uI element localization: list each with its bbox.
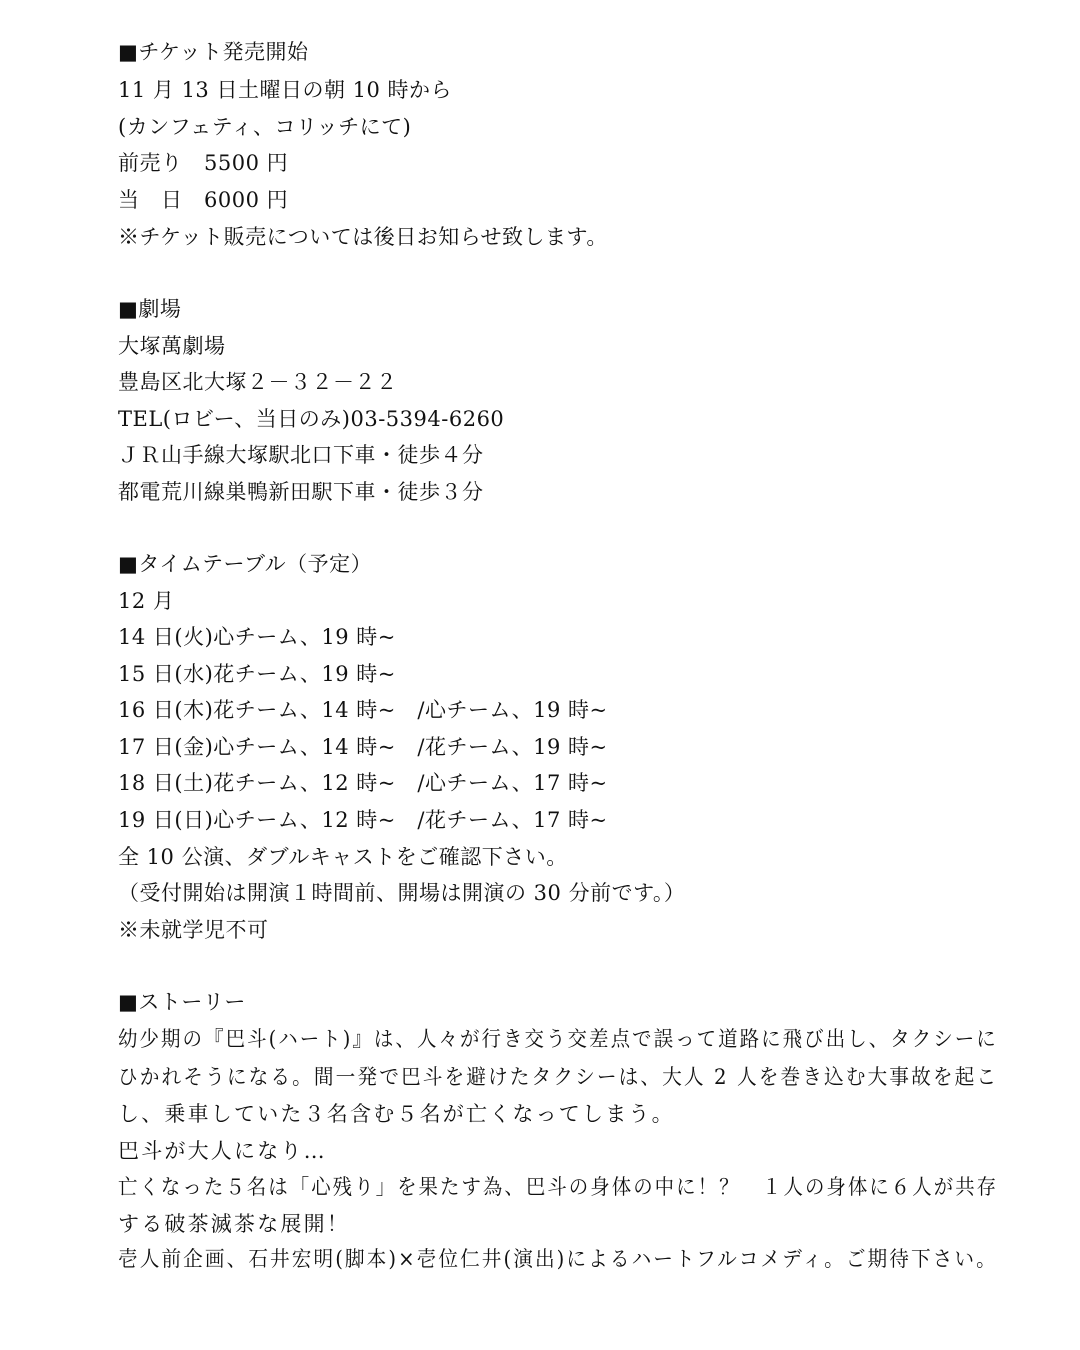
story-line: ひかれそうになる。間一発で巴斗を避けたタクシーは、大人 2 人を巻き込む大事故を起こ [118,1065,999,1089]
story-line: し、乗車していた３名含む５名が亡くなってしまう。 [118,1102,675,1126]
ticket-where: (カンフェティ、コリッチにて) [118,115,412,139]
timetable-row: 18 日(土)花チーム、12 時~ /心チーム、17 時~ [118,771,608,795]
timetable-row: 16 日(木)花チーム、14 時~ /心チーム、19 時~ [118,698,608,722]
story-line: 幼少期の『巴斗(ハート)』は、人々が行き交う交差点で誤って道路に飛び出し、タクシーに [118,1027,998,1051]
theater-name: 大塚萬劇場 [118,334,226,358]
ticket-start: 11 月 13 日土曜日の朝 10 時から [118,78,453,102]
timetable-heading: ■タイムテーブル（予定） [118,552,373,576]
theater-heading: ■劇場 [118,297,182,321]
ticket-advance-price: 前売り 5500 円 [118,151,289,175]
timetable-month: 12 月 [118,589,175,613]
theater-access-toden: 都電荒川線巣鴨新田駅下車・徒歩３分 [118,480,484,504]
timetable-note: ※未就学児不可 [118,918,269,942]
ticket-door-price: 当 日 6000 円 [118,188,289,212]
ticket-note: ※チケット販売については後日お知らせ致します。 [118,225,608,249]
timetable-reception: （受付開始は開演１時間前、開場は開演の 30 分前です。） [118,881,686,905]
timetable-total: 全 10 公演、ダブルキャストをご確認下さい。 [118,845,568,869]
story-heading: ■ストーリー [118,990,246,1014]
story-line: 巴斗が大人になり… [118,1139,327,1163]
theater-access-jr: ＪＲ山手線大塚駅北口下車・徒歩４分 [118,443,484,467]
timetable-row: 17 日(金)心チーム、14 時~ /花チーム、19 時~ [118,735,608,759]
story-line: する破茶滅茶な展開！ [118,1212,350,1236]
ticket-heading: ■チケット発売開始 [118,40,309,64]
timetable-row: 14 日(火)心チーム、19 時~ [118,625,396,649]
theater-address: 豊島区北大塚２－３２－２２ [118,370,398,394]
story-line: 壱人前企画、石井宏明(脚本)×壱位仁井(演出)によるハートフルコメディ。ご期待下さい。 [118,1247,998,1271]
timetable-row: 15 日(水)花チーム、19 時~ [118,662,396,686]
story-line: 亡くなった５名は「心残り」を果たす為、巴斗の身体の中に！？ １人の身体に６人が共存 [118,1175,999,1199]
theater-tel: TEL(ロビー、当日のみ)03-5394-6260 [118,407,505,431]
timetable-row: 19 日(日)心チーム、12 時~ /花チーム、17 時~ [118,808,608,832]
